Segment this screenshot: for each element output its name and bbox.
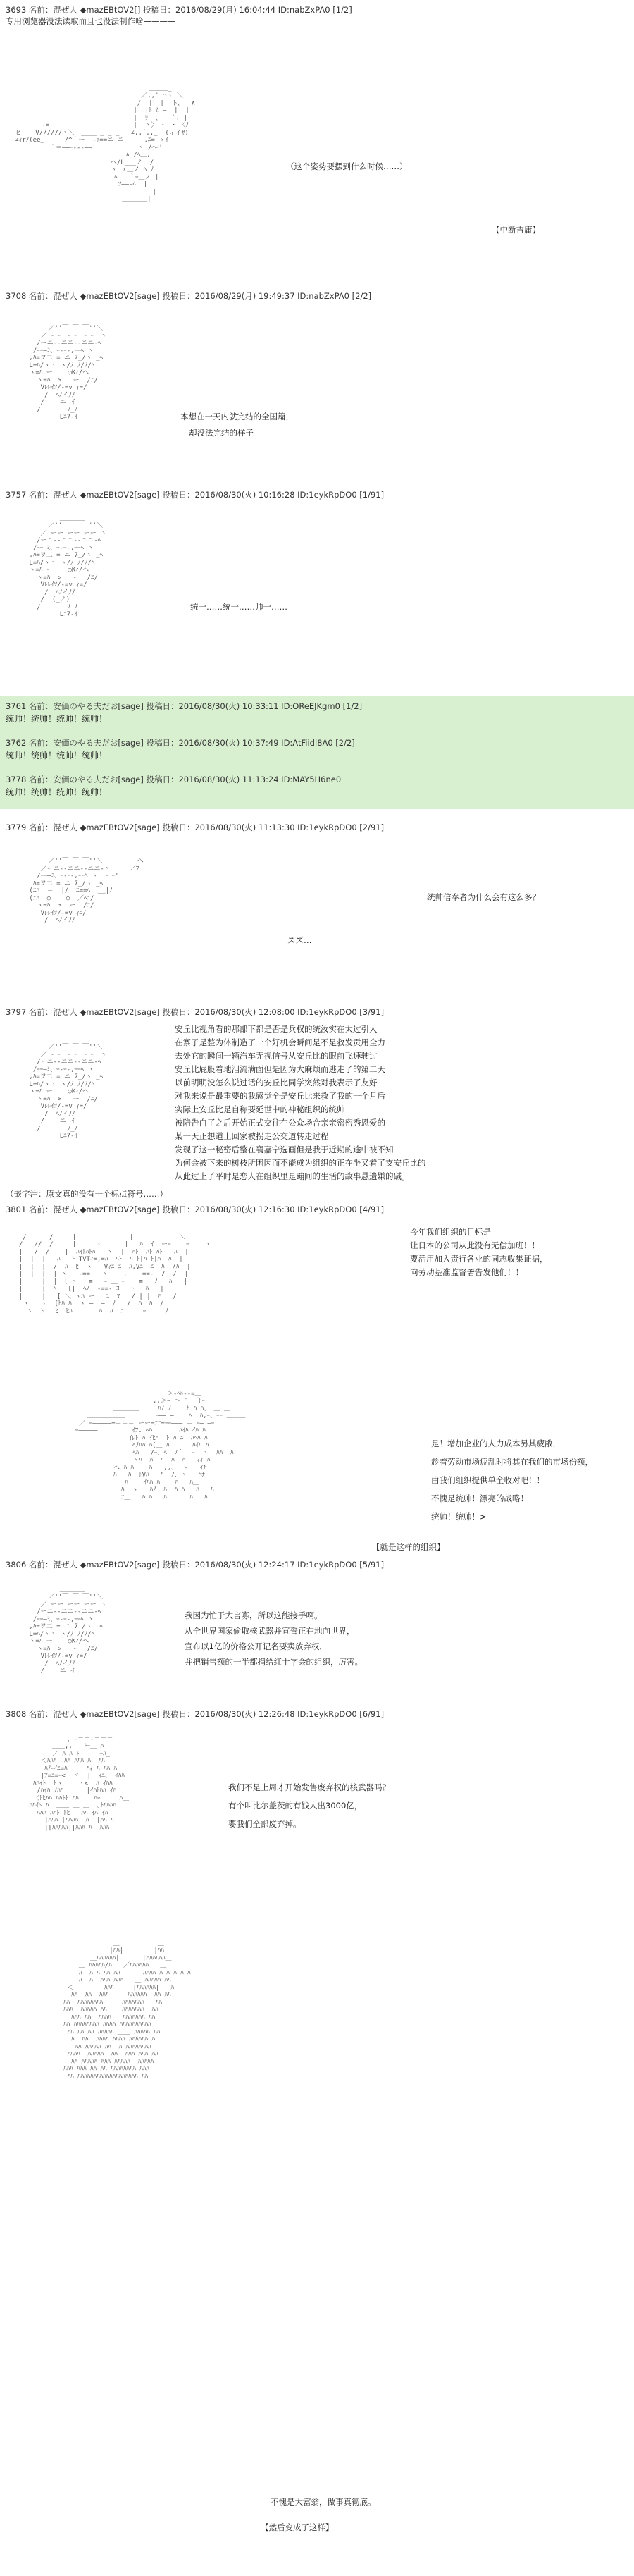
dialogue-line: 在寨子是整为体制造了一个好机会瞬间是不是救发贡用全力 — [175, 1037, 385, 1047]
dialogue-3779: 统帅信奉者为什么会有这么多？ — [427, 892, 540, 902]
post-header-3757: 3757 名前：混ぜ人 ◆mazEBtOV2[sage] 投稿日：2016/08/30(火) 10:16:28 ID:1eykRpDO0 [1/91] — [6, 490, 385, 500]
ascii-art-3797: ＿＿＿＿ ／''￣ ￣ ￣''＼ ／ ーー ーー ーー ヽ /ーニ-‐ニニ-‐ニニ‐ﾍ /ｰｰ―ﾐ、ｰ‐ｰ-,ｰｰﾍ ヽ ,ﾊ=ヲ二 = ニ 7_/ヽ _ﾍ L=ﾊ/ヽヽ ヽ/ﾉ ﾉ/ﾉ/ﾍ ヽ=ﾊ ー ○Kｨ/ヘ ヽ=ﾊ > ー /ﾆ/ Vﾚﾚｲｿ/-=v ｨ=/ / ﾍﾉイﾉﾉ / ニ イ / ﾉ_ﾉ Lﾆ7-ｲ — [29, 1036, 107, 1140]
dialogue-line: 从此过上了平时是恋人在组织里是蹦间的生活的故事悬遗嫌的碱。 — [175, 1171, 410, 1181]
dialogue-3708-line2: 却没法完结的样子 — [189, 428, 254, 438]
dialogue-line: 安丘比屁股着地泪流满面但是因为大麻烦而逃走了的第二天 — [175, 1064, 385, 1074]
post-body-3778: 统帅！统帅！统帅！统帅！ — [6, 787, 108, 797]
ascii-art-3801b: ＞‐ﾍﾙ‐-=＿ ＿＿,,＞~ ～ ″ 〔ﾄｰ ＿ ＿＿ ＿＿＿＿ ﾊﾉ ﾉ ﾋ ﾊ ﾊ、 ＿ ＿ ＿＿＿＿＿＿ ｰ―― ― ﾍ ﾊ,ｰ、ｰｰ ＿＿＿ ／ ｰ―――――=＝＝＝ ーー=ﾆﾆ=ｰｰ――― ＝ ｰ― ―ｰ ｰ――――― ｲﾌ. ﾍﾊ ﾊｲﾊ ｲﾊ ﾊ ｲﾚﾄ ﾊ ｲﾋﾊ ﾄ ﾊ ﾆ ﾊﾍﾊ ﾊ ﾍﾉﾊﾊ ﾊ(＿ ﾊ ﾊｲﾊ ﾊ ﾍﾊ /ｰ、ﾍ ﾉ｀ ｰ ヽ ﾊﾊ ﾊ ヽﾊ ﾊ ﾊ ﾊ ﾊ ｨｨ ﾊ ヘ ﾊ ﾊ ﾊ ,,､ ヽ ｲﾁ ﾊ ﾊ ﾄVﾊ ﾊ ﾉ、ヽ ﾍﾅ ﾊ ｲﾊﾊ ﾊ ﾊ ﾊ＿ ﾊ ゝ ﾊﾉ ﾊ ﾊ ﾊ ﾊ ﾊ ﾆ＿ ﾊ ﾊ ﾊ ﾊ ﾊ — [75, 1390, 246, 1501]
dialogue-line: 发现了这一秘密后整在襄嘉宁选画但是我于近期的途中被不知 — [175, 1145, 394, 1154]
ascii-art-3779: ＿＿＿＿ ／''￣ ￣ ￣''＼ ヘ ／ーニ-‐ニニ-‐ニニ‐ヽ ／ﾌ /ｰｰ―ﾐ、ｰ‐ｰ-,ｰｰﾍ ヽ ーｰ' ﾊ=ヲ二 = ニ 7_/ヽ _ﾍ (ﾆﾊ ＝ |/ ﾆ==ﾍ __|ﾉ (ﾆﾊ ○ ○ ／ﾍﾆ/ ヽ=ﾊ > ー /ﾆ/ Vﾚﾚｲｿ/-=v ｨﾆ/ / ﾍﾉイﾉﾉ — [29, 850, 144, 924]
dialogue-line: 向劳动基准监督署告发他们！！ — [410, 1267, 523, 1277]
dialogue-line: 趁着劳动市场疲乱时将其在我们的市场份额， — [431, 1457, 593, 1467]
dialogue-3693: （这个姿势要摆到什么时候……） — [286, 161, 408, 171]
dialogue-line: 由我们组织提供单全收对吧！！ — [431, 1475, 545, 1485]
ascii-art-3757: ＿＿＿＿ ／''￣ ￣ ￣''＼ ／ ーー ーー ーー ヽ /ーニ-‐ニニ-‐ニニ‐ﾍ /ｰｰ―ﾐ、ｰ‐ｰ-,ｰｰﾍ ヽ ,ﾊ=ヲ二 = ニ 7_/ヽ _ﾍ L=ﾊ/ヽヽ ヽ/ﾉ ﾉ/ﾉ/ﾍ ヽ=ﾊ ー ○Kｨ/ヘ ヽ=ﾊ > ー /ﾆ/ Vﾚﾚｲｿ/-=v ｨ=/ / ﾍﾉイﾉﾉ / (_ノ) / ﾉ_ﾉ Lﾆ7-ｲ — [29, 514, 107, 618]
dialogue-line: 我们不是上周才开始发售废弃权的核武器吗？ — [228, 1782, 390, 1792]
note-3797: （嵌字注：原文真的没有一个标点符号……） — [6, 1189, 168, 1199]
dialogue-line: 今年我们组织的目标是 — [410, 1227, 491, 1237]
post-header-3806: 3806 名前：混ぜ人 ◆mazEBtOV2[sage] 投稿日：2016/08/30(火) 12:24:17 ID:1eykRpDO0 [5/91] — [6, 1560, 385, 1570]
dialogue-line: 实际上安丘比是自称要延世中的神秘组织的统帅 — [175, 1104, 345, 1114]
ascii-art-3693: ＿＿＿_ ／,,' ⌒ヽ ＼ / | | ト、 ∧ | |ﾄ ﾑ ― | | | ﾘ ､ ｀､ | ―‐=_____ | ヽ〉 ･ ･ 〈ﾉ ヒ＿ V//////ヽ＼＿____ _ _ _ ∠,,´,,_ (ィイﾔ) ∠ｨrﾉ(ee_＿ ＿ /^｀ー――-ｧ==ニ ニ ＿ ＿.ﾆ=―ゝｲ ｀＝――ｰ‐‐‐――' ヽ /⌒ｰ' ∧ /ﾍ＿, ヘ/L___ノ / ヽ ゝ＿ノ ﾍ ﾉ ﾍ ｀ｰ＿ノ | ｿ――‐ﾍ | | | |＿＿＿＿| — [15, 85, 196, 203]
post-header-3808: 3808 名前：混ぜ人 ◆mazEBtOV2[sage] 投稿日：2016/08/30(火) 12:26:48 ID:1eykRpDO0 [6/91] — [6, 1709, 385, 1719]
post-body-3693: 专用浏览器没法读取而且也没法制作啥———— — [6, 16, 176, 26]
ascii-art-3808a: ，-＝＝-＝＝＝ ＿＿,,―――ﾄｰ＿ ﾊ ／ ﾊ ﾊ ﾄ ＿＿ ｰﾊ_ ＜ﾊﾊﾊ ﾊﾊ ﾊﾊﾊ ﾊ ﾊﾊ ﾊﾉｰｲﾆ=ﾊ ﾊｨ ﾊ ﾊﾊ ﾊ |ｱ=ﾆ=ｰ< ヾ | ｨﾆ、 ｲﾊﾊ ﾊﾊｲﾄ ﾄヽ ヽ< ﾊ ｲﾊﾊ /ﾊｲﾊ ﾉﾊﾊ |ｲﾊﾄﾊﾊ ｲﾊ 〈ﾄﾋﾊﾊ ﾊﾊﾄﾄ ﾊﾊ ﾊｰ ﾊ＿ ﾊﾊｲﾍ ﾊ ＿＿ ＿ ＿ ｡ﾄﾊﾊﾊﾊ |ﾊﾊﾊ ﾊﾊﾄ ﾄﾋ ﾊﾊ ｲﾊ ｲﾊ |ﾊﾊﾊ |ﾊﾊﾊﾊ ﾊ |ﾊﾊ ﾊ |[ﾊﾊﾊﾊﾊ]|ﾊﾊﾊ ﾊ ﾊﾊﾊ — [29, 1735, 129, 1832]
post-body-3762: 统帅！统帅！统帅！统帅！ — [6, 751, 108, 760]
post-header-3708: 3708 名前：混ぜ人 ◆mazEBtOV2[sage] 投稿日：2016/08/29(月) 19:49:37 ID:nabZxPA0 [2/2] — [6, 291, 372, 301]
post-header-3801: 3801 名前：混ぜ人 ◆mazEBtOV2[sage] 投稿日：2016/08/30(火) 12:16:30 ID:1eykRpDO0 [4/91] — [6, 1204, 385, 1214]
dialogue-line: 不愧是统帅！漂亮的战略！ — [431, 1493, 528, 1503]
dialogue-line: 是！增加企业的人力成本另其疲敝， — [431, 1438, 561, 1448]
dialogue-line: 有个叫比尔盖茨的有钱人出3000亿， — [228, 1801, 363, 1811]
dialogue-3708-line1: 本想在一天内就完结的全国篇， — [180, 412, 294, 421]
sfx-3779: ズズ… — [287, 935, 312, 945]
post-header-3779: 3779 名前：混ぜ人 ◆mazEBtOV2[sage] 投稿日：2016/08/30(火) 11:13:30 ID:1eykRpDO0 [2/91] — [6, 822, 385, 832]
post-header-3778: 3778 名前：安価のやる夫だお[sage] 投稿日：2016/08/30(火) 11:13:24 ID:MAY5H6ne0 — [6, 775, 342, 784]
dialogue-line: 为何会被下来的树枝所困因而不能成为组织的正在坐又着了支安丘比的 — [175, 1158, 426, 1168]
dialogue-line: 安丘比视角看的那部下都是否是兵权的统汝实在太过引人 — [175, 1024, 378, 1034]
dialogue-line: 去处它的瞬间一辆汽车无视信号从安丘比的眼前飞速驶过 — [175, 1051, 378, 1061]
dialogue-line: 对我来说是最重要的我感觉全是安丘比来救了我的一个月后 — [175, 1091, 385, 1101]
dialogue-3757: 统一……统一……帅一…… — [190, 602, 287, 612]
post-body-3761: 统帅！统帅！统帅！统帅！ — [6, 714, 108, 724]
ascii-art-3801a: / / | | ＼ / // / | ヽ | ﾊ ｲ ーｰ ｰ ヽ | / / | ﾊｲﾄﾊﾄﾊ ヽ | ﾊﾄ ﾊﾄ ﾊﾄ ﾊ | | | | ﾊ ﾄ TVTｨ=,=ﾊ ﾊﾄ ﾊ ﾄ|ﾊ ﾄ|ﾊ ﾊ | | | | / ﾊ ﾋ ヽ Vｨﾆ ﾆ ﾊ,Vﾆ ﾆ ﾊ /ﾊ | | | | | ヽ -== ヽ , ==- / / | | | | 〔 ヽ ≡ ｰ ＿ ー ≡ ﾉ ﾊ | | | ﾍ [| ﾍﾉ -==- ﾖ ﾄ ﾊ | | | [ ＼ ヽﾊ ー ﾕ ﾏ / | | ﾊ / ヽ ヽ [ﾋﾊ ﾊ ヽ ― ― ﾉ / ﾊ ﾊ / ヽ ﾄ ﾋ ﾋﾊ ﾊ ﾊ ﾆ ｰ ﾉ — [18, 1233, 211, 1315]
post-header-3693: 3693 名前：混ぜ人 ◆mazEBtOV2[] 投稿日：2016/08/29(月) 16:04:44 ID:nabZxPA0 [1/2] — [6, 5, 352, 15]
caption-3801: 【就是这样的组织】 — [372, 1542, 445, 1552]
ascii-art-3806: ＿＿＿＿ ／''￣ ￣ ￣''＼ ／ ーー ーー ーー ヽ /ーニ-‐ニニ-‐ニニ‐ﾍ /ｰｰ―ﾐ、ｰ‐ｰ-,ｰｰﾍ ヽ ,ﾊ=ヲ二 = ニ 7_/ヽ _ﾍ L=ﾊ/ヽヽ ヽ/ﾉ ﾉ/ﾉ/ﾍ ヽ=ﾊ ー ○Kｨ/ヘ ヽ=ﾊ > ー /ﾆ/ Vﾚﾚｲｿ/-=v ｨ=/ / ﾍﾉイﾉﾉ / ニ イ — [29, 1586, 107, 1675]
dialogue-line: 被陪告白了之后开始正式交往在公众场合亲亲密密秀恩爱的 — [175, 1118, 385, 1128]
dialogue-line: 要活用加入责行各业的同志收集证据， — [410, 1254, 548, 1264]
ascii-art-3808b: ＿ ＿ |ﾊﾊ| |ﾊﾊ| ＿ﾊﾊﾊﾊﾊﾊ| |ﾊﾊﾊﾊﾊﾊ＿ ＿ ﾊﾊﾊﾊﾊ/ﾊ ／ﾊﾊﾊﾊﾊﾊ ＿ ﾊ ﾊ ﾊ ﾊﾊ ﾊﾊ ﾊﾊﾊﾊ ﾊ ﾊ ﾊ ﾊ ﾊ ﾊ ﾊ ﾊﾊﾊ ﾊﾊﾊ ＿ ﾊﾊﾊﾊﾊ ﾊﾊ ＜ ＿＿＿ ﾊﾊﾊ |ﾊﾊﾊﾊﾊﾊ| ﾊ ﾊﾊ ﾊﾊ ﾊﾊﾊ ﾊﾊﾊﾊﾊﾊ ﾊﾊ ﾊﾊ ﾊﾊ ﾊﾊﾊﾊﾊﾊﾊﾊ ﾊﾊﾊﾊﾊﾊﾊ ﾊﾊ ﾊﾊﾊ ﾊﾊﾊﾊﾊ ﾊﾊ ﾊﾊﾊﾊﾊﾊﾊ ﾊﾊ ﾊﾊﾊ ﾊﾊ ﾊﾊﾊﾊ ﾊﾊﾊﾊﾊﾊﾊ ﾊﾊ ﾊﾊ ﾊﾊﾊﾊﾊﾊﾊﾊ ﾊﾊﾊﾊ ﾊﾊﾊﾊﾊﾊﾊﾊﾊﾊ ﾊﾊ ﾊﾊ ﾊﾊ ﾊﾊﾊﾊﾊ ＿＿ ﾊﾊﾊﾊﾊ ﾊﾊ ﾊ ﾊﾊ ﾊﾊﾊﾊ ﾊﾊﾊﾊ ﾊﾊﾊﾊﾊﾊ ﾊ ﾊﾊ ﾊﾊﾊﾊﾊ ﾊﾊ ﾊ ﾊﾊﾊﾊﾊﾊﾊﾊ ﾊﾊﾊﾊ ﾊﾊﾊﾊﾊ ﾊﾊ ﾊﾊﾊ ﾊﾊﾊ ﾊﾊ ﾊﾊ ﾊﾊﾊﾊﾊ ﾊﾊﾊ ﾊﾊﾊﾊﾊ ﾊﾊﾊﾊﾊ ﾊﾊﾊ ﾊﾊﾊ ﾊﾊ ﾊﾊ ﾊﾊﾊﾊﾊﾊﾊﾊ ﾊﾊﾊ ﾊﾊ ﾊﾊﾊﾊﾊﾊﾊﾊﾊﾊﾊﾊﾊﾊﾊﾊﾊﾊﾊ ﾊﾊ — [63, 1940, 191, 2081]
post-header-3762: 3762 名前：安価のやる夫だお[sage] 投稿日：2016/08/30(火) 10:37:49 ID:AtFiidl8A0 [2/2] — [6, 738, 355, 748]
dialogue-line: 宣布以1亿的价格公开记名要卖放弃权， — [185, 1641, 328, 1651]
post-header-3797: 3797 名前：混ぜ人 ◆mazEBtOV2[sage] 投稿日：2016/08/30(火) 12:08:00 ID:1eykRpDO0 [3/91] — [6, 1007, 385, 1017]
post-header-3761: 3761 名前：安価のやる夫だお[sage] 投稿日：2016/08/30(火) 10:33:11 ID:OReEJKgm0 [1/2] — [6, 701, 363, 711]
ascii-art-3708: ＿＿＿＿ ／''￣ ￣ ￣''＼ ／ ーー ーー ーー ヽ /ーニ-‐ニニ-‐ニニ‐ﾍ /ｰｰ―ﾐ、ｰ‐ｰ-,ｰｰﾍ ヽ ,ﾊ=ヲ二 = ニ 7_/ヽ _ﾍ L=ﾊ/ヽヽ ヽ/ﾉ ﾉ/ﾉ/ﾍ ヽ=ﾊ ー ○Kｨ/ヘ ヽ=ﾊ > ー /ﾆ/ Vﾚﾚｲｿ/-=v ｨ=/ / ﾍﾉイﾉﾉ / ニ イ / ﾉ_ﾉ Lﾆ7-ｲ — [29, 317, 107, 421]
dialogue-line: 某一天正想道上回家被拐走公交道转走过程 — [175, 1131, 329, 1141]
caption-3693: 【中断吉庸】 — [492, 225, 540, 235]
dialogue-line: 并把销售额的一半都捐给红十字会的组织，厉害。 — [185, 1657, 363, 1667]
dialogue-line: 以前明明没怎么说过话的安丘比同学突然对我表示了友好 — [175, 1078, 378, 1087]
dialogue-line: 不愧是大富翁，做事真彻底。 — [271, 2497, 376, 2507]
dialogue-line: 要我们全部废弃掉。 — [228, 1819, 302, 1829]
caption-3808: 【然后变成了这样】 — [261, 2522, 334, 2532]
dialogue-line: 让日本的公司从此没有无偿加班！！ — [410, 1240, 540, 1250]
dialogue-line: 从全世界国家偷取核武器并宣誓正在地向世界， — [185, 1626, 355, 1636]
dialogue-line: 我因为忙于大言寡，所以这能接手啊。 — [185, 1610, 323, 1620]
dialogue-line: 统帅！统帅！> — [431, 1512, 487, 1522]
